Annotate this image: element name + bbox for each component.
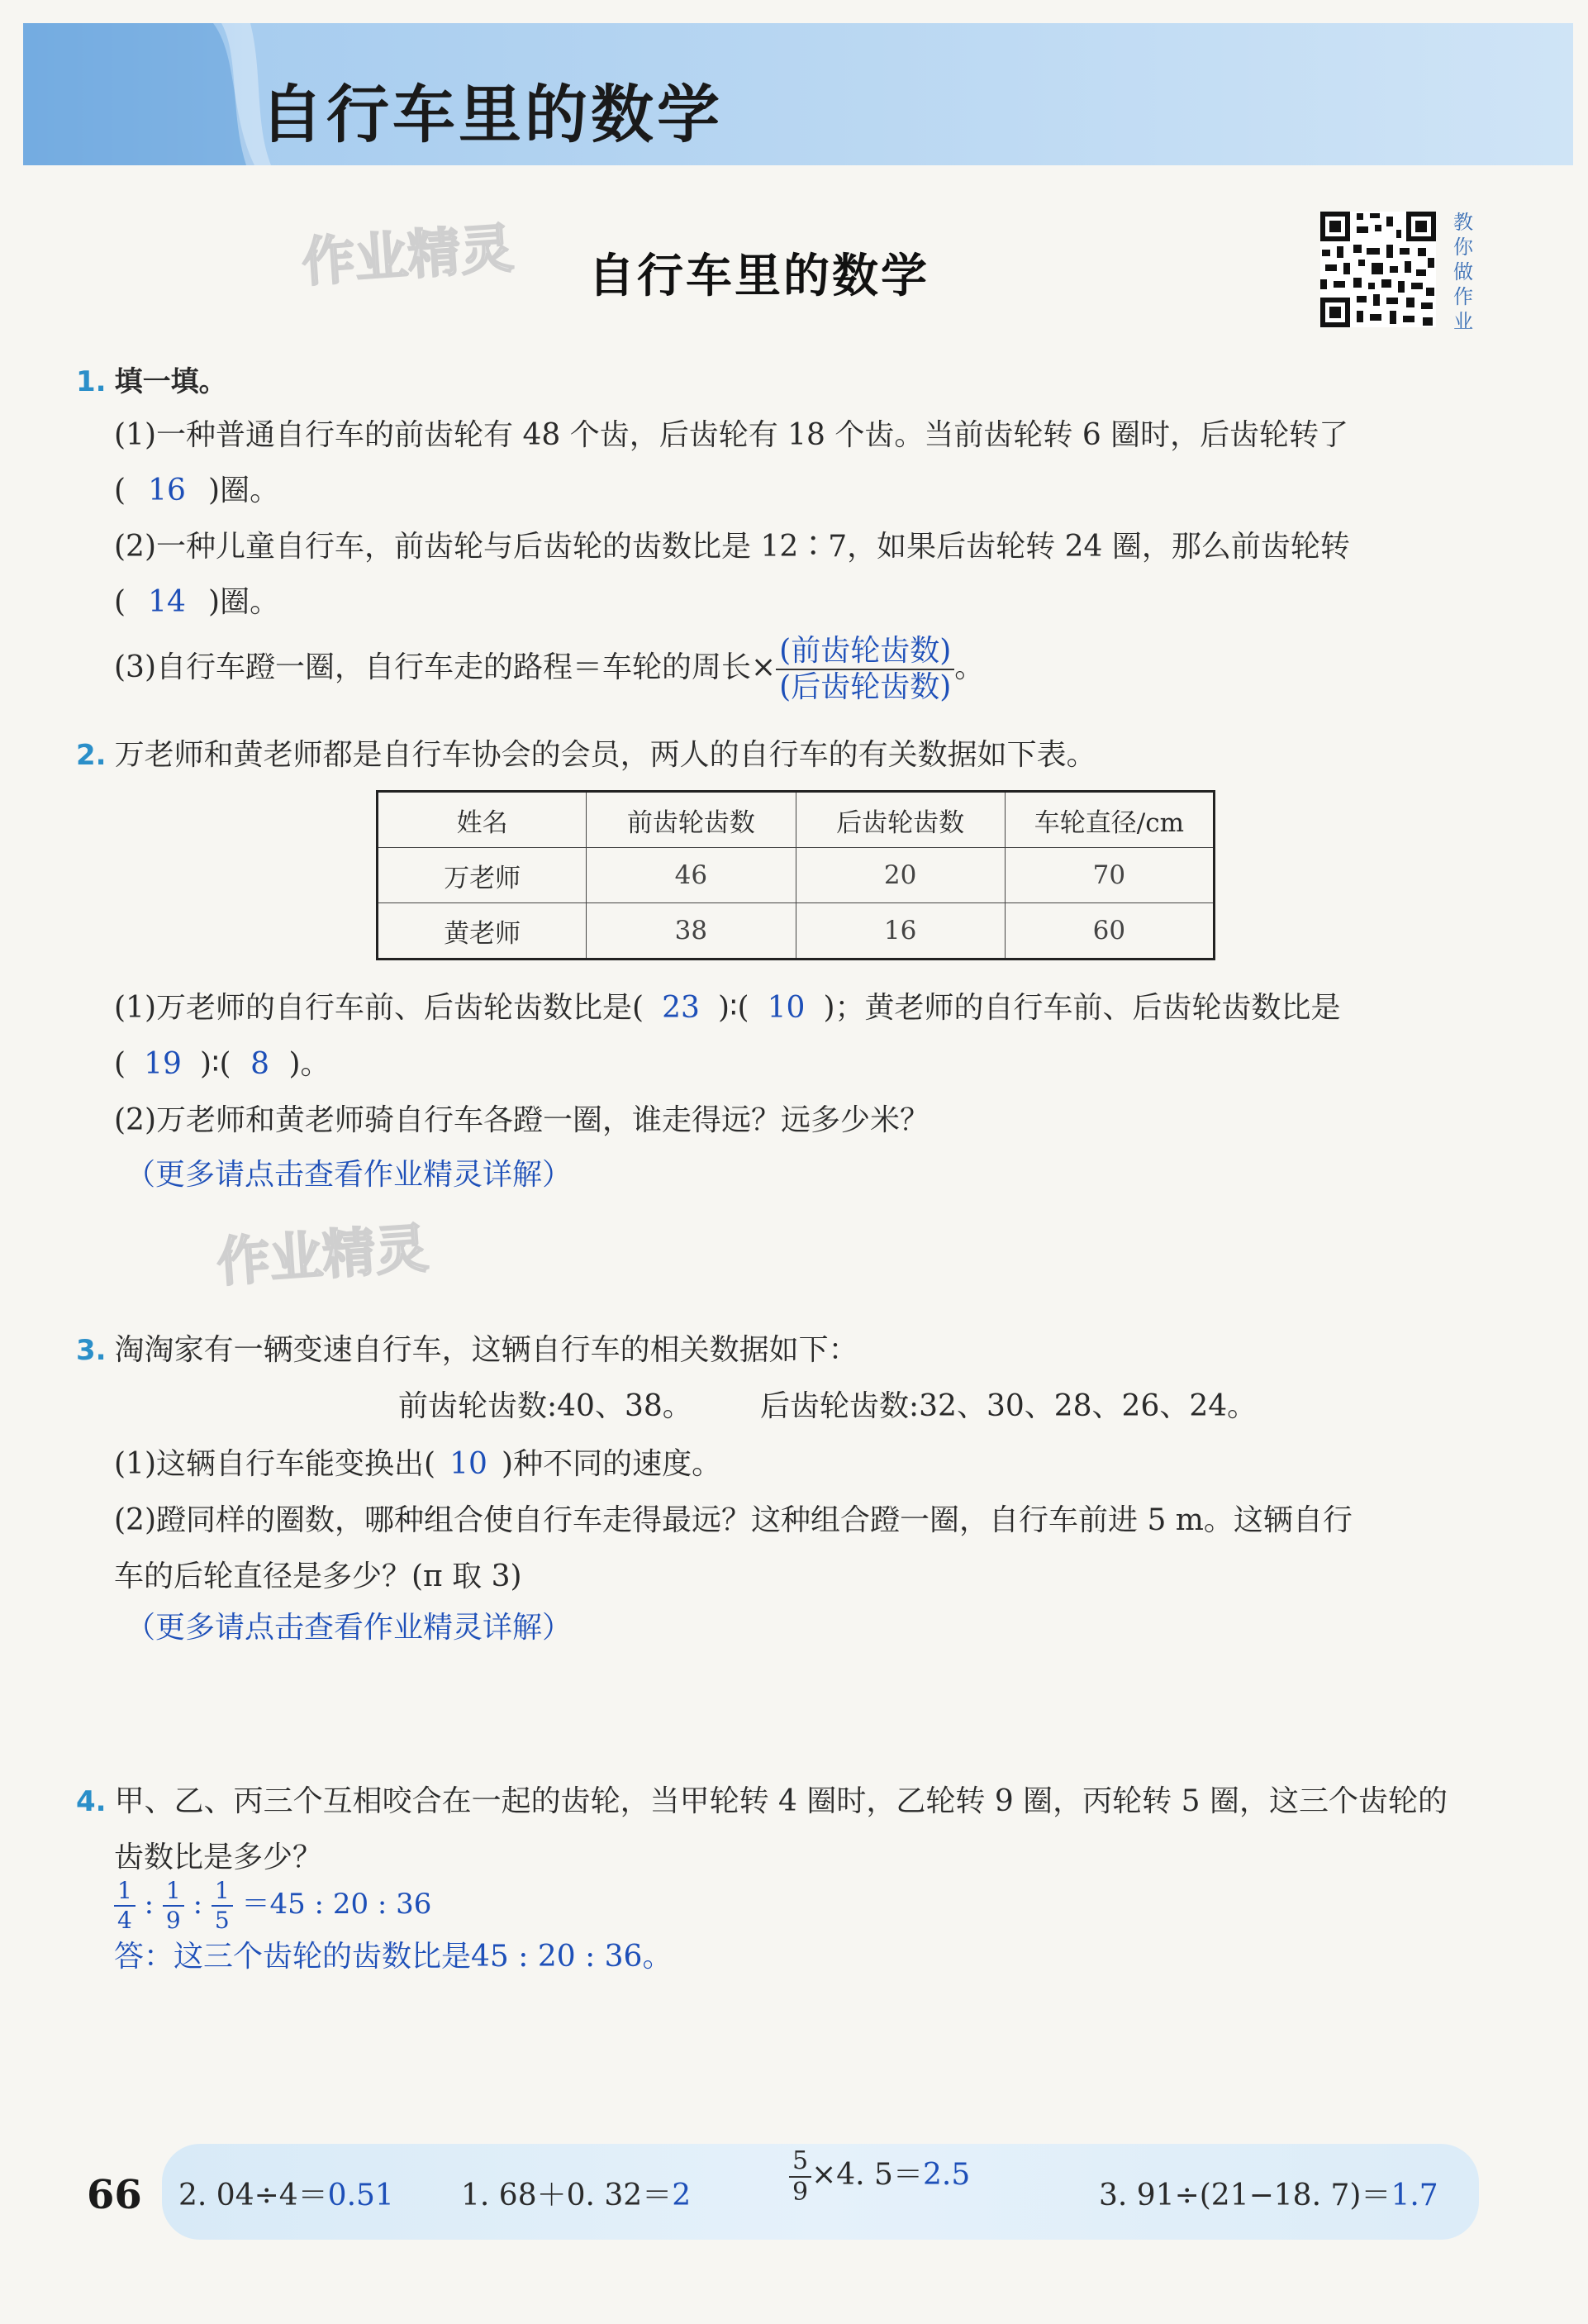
table-cell: 16 (796, 903, 1005, 960)
q1-p1-answer: 16 (148, 474, 186, 507)
fraction-denominator: 9 (792, 2178, 809, 2207)
q3-p2-line1: (2)蹬同样的圈数，哪种组合使自行车走得最远？这种组合蹬一圈，自行车前进 5 m。这辆自行 (114, 1503, 1353, 1537)
table-cell: 20 (796, 848, 1005, 903)
q2-p1-end: )。 (288, 1047, 330, 1081)
table-cell: 38 (587, 903, 796, 960)
fraction-numerator: 1 (114, 1879, 136, 1907)
q1-p3-numerator: (前齿轮齿数) (776, 636, 954, 670)
calc-expression: 3. 91÷(21−18. 7)＝ (1099, 2179, 1391, 2212)
bike-data-table (376, 790, 1215, 960)
q1-number: 1. (76, 365, 107, 398)
q2-p1-answer-3: 19 (144, 1047, 182, 1081)
fraction-numerator: 1 (163, 1879, 184, 1907)
footer-calc-2 (461, 2172, 691, 2214)
q2-p1-mid2: )∶( (200, 1047, 231, 1081)
table-cell: 万老师 (378, 848, 587, 903)
q2-p2-line: (2)万老师和黄老师骑自行车各蹬一圈，谁走得远？远多少米？ (114, 1103, 930, 1137)
q3-text: 淘淘家有一辆变速自行车，这辆自行车的相关数据如下： (114, 1333, 858, 1367)
q2-more-link[interactable]: （更多请点击查看作业精灵详解） (126, 1158, 573, 1192)
fraction-numerator: 1 (212, 1879, 233, 1907)
q2-p1-mid: )∶( (718, 991, 749, 1025)
qr-caption-char: 作 (1453, 285, 1473, 308)
q2-text: 万老师和黄老师都是自行车协会的会员，两人的自行车的有关数据如下表。 (114, 738, 1096, 772)
fraction-denominator: 5 (214, 1907, 230, 1934)
qr-caption-char: 你 (1453, 236, 1473, 259)
q1-p3-fraction (776, 636, 954, 702)
watermark: 作业精灵 (215, 1218, 430, 1294)
fraction-numerator: 5 (789, 2149, 811, 2178)
q2-p1-answer-4: 8 (250, 1047, 269, 1081)
q4-text-a: 甲、乙、丙三个互相咬合在一起的齿轮，当甲轮转 4 圈时，乙轮转 9 圈，丙轮转 5 圈，这三个齿轮的 (114, 1784, 1448, 1818)
footer-calc-1 (178, 2172, 394, 2214)
q1-p3-text: (3)自行车蹬一圈，自行车走的路程＝车轮的周长× (114, 650, 777, 684)
page-subtitle: 自行车里的数学 (588, 250, 930, 303)
q4-fraction-2 (163, 1879, 184, 1932)
q3-p1-text-a: (1)这辆自行车能变换出( (114, 1447, 436, 1481)
q1-p3-line (114, 636, 984, 702)
banner-title: 自行车里的数学 (260, 78, 723, 151)
q1-p1-line2 (114, 473, 279, 509)
q3-more-link[interactable]: （更多请点击查看作业精灵详解） (126, 1611, 573, 1645)
table-cell: 70 (1005, 848, 1214, 903)
q3-p1-answer: 10 (449, 1447, 487, 1481)
q4-fraction-1 (114, 1879, 136, 1932)
table-header-cell: 后齿轮齿数 (796, 792, 1005, 848)
q2-p1-line2 (114, 1046, 330, 1083)
fraction-denominator: 9 (165, 1907, 181, 1934)
paren-close: )圈。 (208, 474, 280, 507)
q2-p1-text-b: )；黄老师的自行车前、后齿轮齿数比是 (823, 991, 1341, 1025)
q3-rear-gears: 后齿轮齿数:32、30、28、26、24。 (760, 1389, 1258, 1423)
calc-result: 1.7 (1391, 2179, 1438, 2212)
q4-line2: 齿数比是多少？ (114, 1841, 323, 1874)
watermark: 作业精灵 (300, 218, 516, 294)
calc-expression: ×4. 5＝ (811, 2158, 923, 2192)
table-cell: 46 (587, 848, 796, 903)
table-header-cell: 姓名 (378, 792, 587, 848)
q1-p3-denominator: (后齿轮齿数) (779, 670, 952, 704)
paren-open: ( (114, 1047, 126, 1081)
q2-p1-answer-1: 23 (662, 991, 700, 1025)
q3-front-gears: 前齿轮齿数:40、38。 (398, 1389, 692, 1423)
q4-line1 (76, 1783, 1448, 1820)
page-number: 66 (87, 2172, 142, 2218)
table-header-row (378, 792, 1215, 848)
q4-fraction-3 (212, 1879, 233, 1932)
calc-result: 2.5 (922, 2158, 971, 2192)
calc-fraction (789, 2146, 811, 2207)
calc-result: 2 (672, 2179, 692, 2212)
q1-p3-end: 。 (954, 650, 985, 684)
q1-heading: 填一填。 (114, 365, 227, 398)
q1-p2-answer: 14 (148, 585, 186, 619)
q2-p1-line1 (114, 990, 1341, 1026)
q1-p2-line2 (114, 584, 279, 621)
q4-ratio-work (114, 1878, 431, 1932)
qr-caption-char: 业 (1453, 310, 1473, 333)
table-cell: 黄老师 (378, 903, 587, 960)
footer-calc-4 (1099, 2172, 1438, 2214)
table-row (378, 848, 1215, 903)
q4-answer: 答：这三个齿轮的齿数比是45 : 20 : 36。 (114, 1940, 673, 1974)
q3-p2-line2: 车的后轮直径是多少？(π 取 3) (114, 1560, 522, 1593)
q1-p2-line1: (2)一种儿童自行车，前齿轮与后齿轮的齿数比是 12∶7，如果后齿轮转 24 圈，那么前齿轮转 (114, 530, 1350, 564)
paren-close: )圈。 (208, 585, 280, 619)
table-row (378, 903, 1215, 960)
calc-expression: 2. 04÷4＝ (178, 2179, 328, 2212)
q2-line (76, 737, 1096, 774)
q3-number: 3. (76, 1334, 107, 1367)
q1-heading-line (76, 364, 227, 400)
q4-number: 4. (76, 1785, 107, 1818)
table-header-cell: 车轮直径/cm (1005, 792, 1214, 848)
q3-p1-line (114, 1446, 721, 1483)
paren-open: ( (114, 474, 126, 507)
ratio-colon: : (144, 1888, 155, 1921)
q2-number: 2. (76, 739, 107, 772)
qr-caption-char: 做 (1453, 260, 1473, 283)
footer-calc-3 (789, 2146, 971, 2207)
qr-code-icon[interactable] (1320, 212, 1436, 327)
q3-p1-text-b: )种不同的速度。 (502, 1447, 722, 1481)
q4-ratio-result: ＝45 : 20 : 36 (241, 1888, 432, 1921)
table-header-cell: 前齿轮齿数 (587, 792, 796, 848)
q2-p1-text-a: (1)万老师的自行车前、后齿轮齿数比是( (114, 991, 644, 1025)
q2-p1-answer-2: 10 (767, 991, 806, 1025)
fraction-denominator: 4 (117, 1907, 132, 1934)
q1-p1-line1: (1)一种普通自行车的前齿轮有 48 个齿，后齿轮有 18 个齿。当前齿轮转 6 圈时，后齿轮转了 (114, 418, 1349, 452)
calc-expression: 1. 68＋0. 32＝ (461, 2179, 673, 2212)
calc-result: 0.51 (327, 2179, 394, 2212)
ratio-colon: : (193, 1888, 203, 1921)
paren-open: ( (114, 585, 126, 619)
table-cell: 60 (1005, 903, 1214, 960)
q3-line (76, 1332, 858, 1369)
qr-caption-char: 教 (1453, 211, 1473, 234)
qr-caption (1451, 210, 1476, 334)
header-banner (23, 23, 1573, 165)
